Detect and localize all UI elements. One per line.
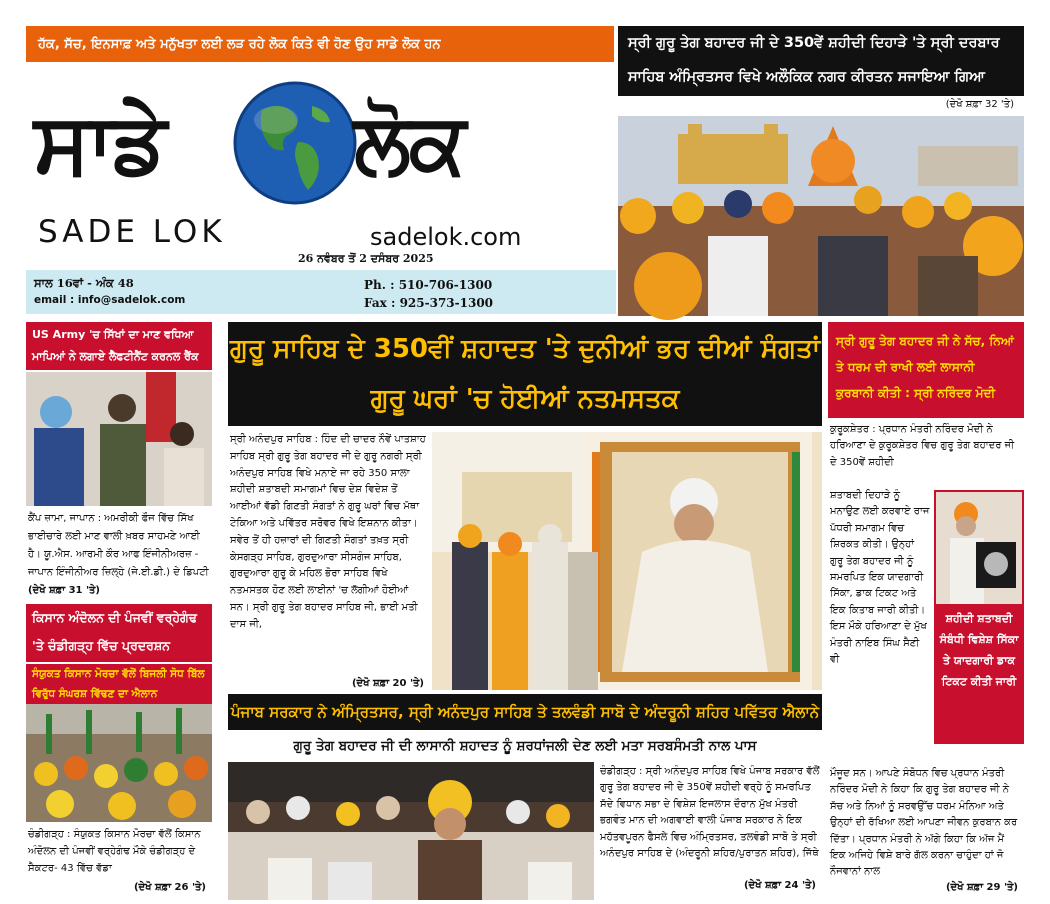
us-army-headline[interactable]: US Army 'ਚ ਸਿੱਖਾਂ ਦਾ ਮਾਣ ਵਧਿਆ ਮਾਪਿਆਂ ਨੇ ਲਗਾਏ ਲੈਫਟੀਨੈਂਟ ਕਰਨਲ ਰੈਂਕ [26, 322, 212, 370]
website-url[interactable]: sadelok.com [370, 223, 522, 251]
main-story-headline[interactable]: ਗੁਰੂ ਸਾਹਿਬ ਦੇ 350ਵੀਂ ਸ਼ਹਾਦਤ 'ਤੇ ਦੁਨੀਆਂ ਭਰ ਦੀਆਂ ਸੰਗਤਾਂ ਗੁਰੂ ਘਰਾਂ 'ਚ ਹੋਈਆਂ ਨਤਮਸਤਕ [228, 322, 822, 426]
issue-number: ਸਾਲ 16ਵਾਂ - ਅੰਕ 48 [34, 276, 134, 290]
modi-story-text-intro: ਕੁਰੂਕਸ਼ੇਤਰ : ਪ੍ਰਧਾਨ ਮੰਤਰੀ ਨਰਿੰਦਰ ਮੋਦੀ ਨੇ ਹਰਿਆਣਾ ਦੇ ਕੁਰੂਕਸ਼ੇਤਰ ਵਿਚ ਗੁਰੂ ਤੇਗ ਬਹਾਦਰ ਜੀ ਦੇ 350ਵੇਂ ਸ਼ਹੀਦੀ [830, 424, 1015, 468]
modi-story-text-end: ਮੌਜੂਦ ਸਨ। ਆਪਣੇ ਸੰਬੋਧਨ ਵਿਚ ਪ੍ਰਧਾਨ ਮੰਤਰੀ ਨਰਿੰਦਰ ਮੋਦੀ ਨੇ ਕਿਹਾ ਕਿ ਗੁਰੂ ਤੇਗ ਬਹਾਦਰ ਜੀ ਨੇ ਸੱਚ ਅਤੇ ਨਿਆਂ ਨੂੰ ਸਰਵਉੱਚ ਧਰਮ ਮੰਨਿਆ ਅਤੇ ਉਨ੍ਹਾਂ ਦੀ ਰੱਖਿਆ ਲਈ ਆਪਣਾ ਜੀਵਨ ਕੁਰਬਾਨ ਕਰ ਦਿੱਤਾ। ਪ੍ਰਧਾਨ ਮੰਤਰੀ ਨੇ ਅੱਗੇ ਕਿਹਾ ਕਿ ਅੱਜ ਮੈਂ ਇਕ ਅਜਿਹੇ ਵਿਸ਼ੇ ਬਾਰੇ ਗੱਲ ਕਰਨਾ ਚਾਹੁੰਦਾ ਹਾਂ ਜੋ ਨੌਜਵਾਨਾਂ ਨਾਲ [830, 768, 1018, 878]
modi-photo-caption: ਸ਼ਹੀਦੀ ਸ਼ਤਾਬਦੀ ਸੰਬੰਧੀ ਵਿਸ਼ੇਸ਼ ਸਿੱਕਾ ਤੇ ਯਾਦਗਾਰੀ ਡਾਕ ਟਿਕਟ ਕੀਤੀ ਜਾਰੀ [936, 604, 1022, 742]
modi-photo [936, 492, 1022, 604]
punjab-story-subhead: ਗੁਰੂ ਤੇਗ ਬਹਾਦਰ ਜੀ ਦੀ ਲਾਸਾਨੀ ਸ਼ਹਾਦਤ ਨੂੰ ਸ਼ਰਧਾਂਜਲੀ ਦੇਣ ਲਈ ਮਤਾ ਸਰਬਸੰਮਤੀ ਨਾਲ ਪਾਸ [293, 738, 757, 754]
masthead-title-latin: SADE LOK [38, 214, 226, 250]
top-story-photo [618, 116, 1024, 316]
farmers-text: ਚੰਡੀਗੜ੍ਹ : ਸੰਯੁਕਤ ਕਿਸਾਨ ਮੋਰਚਾ ਵੱਲੋਂ ਕਿਸਾਨ ਅੰਦੋਲਨ ਦੀ ਪੰਜਵੀਂ ਵਰ੍ਹੇਗੰਢ ਮੌਕੇ ਚੰਡੀਗੜ੍ਹ ਦੇ ਸੈਕਟਰ- 43 ਵਿੱਚ ਵੱਡਾ [28, 829, 201, 874]
modi-story-headline[interactable]: ਸ੍ਰੀ ਗੁਰੂ ਤੇਗ ਬਹਾਦਰ ਜੀ ਨੇ ਸੱਚ, ਨਿਆਂ ਤੇ ਧਰਮ ਦੀ ਰਾਖੀ ਲਈ ਲਾਸਾਨੀ ਕੁਰਬਾਨੀ ਕੀਤੀ : ਸ੍ਰੀ ਨਰਿੰਦਰ ਮੋਦੀ [828, 322, 1024, 418]
globe-logo-icon [232, 80, 358, 206]
main-story-photo [432, 432, 822, 690]
main-story-text: ਸ੍ਰੀ ਅਨੰਦਪੁਰ ਸਾਹਿਬ : ਹਿੰਦ ਦੀ ਚਾਦਰ ਨੌਵੇਂ ਪਾਤਸ਼ਾਹ ਸਾਹਿਬ ਸ੍ਰੀ ਗੁਰੂ ਤੇਗ ਬਹਾਦਰ ਜੀ ਦੇ ਗੁਰੂ ਨਗਰੀ ਸ੍ਰੀ ਅਨੰਦਪੁਰ ਸਾਹਿਬ ਵਿਖੇ ਮਨਾਏ ਜਾ ਰਹੇ 350 ਸਾਲਾ ਸ਼ਹੀਦੀ ਸ਼ਤਾਬਦੀ ਸਮਾਗਮਾਂ ਵਿਚ ਦੇਸ਼ ਵਿਦੇਸ਼ ਤੋਂ ਆਈਆਂ ਵੱਡੀ ਗਿਣਤੀ ਸੰਗਤਾਂ ਨੇ ਗੁਰੂ ਘਰਾਂ ਵਿਚ ਮੱਥਾ ਟੇਕਿਆ ਅਤੇ ਪਵਿੱਤਰ ਸਰੋਵਰ ਵਿਖੇ ਇਸ਼ਨਾਨ ਕੀਤਾ। ਸਵੇਰ ਤੋਂ ਹੀ ਹਜ਼ਾਰਾਂ ਦੀ ਗਿਣਤੀ ਸੰਗਤਾਂ ਤਖ਼ਤ ਸ੍ਰੀ ਕੇਸਗੜ੍ਹ ਸਾਹਿਬ, ਗੁਰਦੁਆਰਾ ਸੀਸਗੰਜ ਸਾਹਿਬ, ਗੁਰਦੁਆਰਾ ਗੁਰੂ ਕੇ ਮਹਿਲ ਭੋਰਾ ਸਾਹਿਬ ਵਿਖੇ ਨਤਮਸਤਕ ਹੋਣ ਲਈ ਲਾਈਨਾਂ 'ਚ ਲੱਗੀਆਂ ਹੋਈਆਂ ਸਨ। ਸ੍ਰੀ ਗੁਰੂ ਤੇਗ ਬਹਾਦਰ ਸਾਹਿਬ ਜੀ, ਭਾਈ ਮਤੀ ਦਾਸ ਜੀ, [230, 434, 426, 630]
top-story-page-ref: (ਦੇਖੋ ਸ਼ਫ਼ਾ 32 'ਤੇ) [945, 99, 1014, 110]
us-army-body [26, 510, 212, 602]
contact-phone[interactable]: Ph. : 510-706-1300 [364, 278, 493, 292]
us-army-page-ref: (ਦੇਖੋ ਸ਼ਫ਼ਾ 31 'ਤੇ) [28, 585, 101, 596]
us-army-text: ਕੈਂਪ ਜ਼ਾਮਾ, ਜਾਪਾਨ : ਅਮਰੀਕੀ ਫੌਜ ਵਿੱਚ ਸਿੱਖ ਭਾਈਚਾਰੇ ਲਈ ਮਾਣ ਵਾਲੀ ਖ਼ਬਰ ਸਾਹਮਣੇ ਆਈ ਹੈ। ਯੂ.ਐਸ. ਆਰਮੀ ਕੌਰ ਆਫ ਇੰਜੀਨੀਅਰਜ਼ - ਜਾਪਾਨ ਇੰਜੀਨੀਅਰ ਜ਼ਿਲ੍ਹੇ (ਜੇ.ਈ.ਡੀ.) ਦੇ ਡਿਪਟੀ [28, 513, 209, 578]
modi-story-text-mid: ਸ਼ਤਾਬਦੀ ਦਿਹਾੜੇ ਨੂੰ ਮਨਾਉਣ ਲਈ ਕਰਵਾਏ ਰਾਜ ਪੱਧਰੀ ਸਮਾਗਮ ਵਿਚ ਸ਼ਿਰਕਤ ਕੀਤੀ। ਉਨ੍ਹਾਂ ਗੁਰੂ ਤੇਗ ਬਹਾਦਰ ਜੀ ਨੂੰ ਸਮਰਪਿਤ ਇਕ ਯਾਦਗਾਰੀ ਸਿੱਕਾ, ਡਾਕ ਟਿਕਟ ਅਤੇ ਇਕ ਕਿਤਾਬ ਜਾਰੀ ਕੀਤੀ। ਇਸ ਮੌਕੇ ਹਰਿਆਣਾ ਦੇ ਮੁੱਖ ਮੰਤਰੀ ਨਾਇਬ ਸਿੰਘ ਸੈਣੀ ਵੀ [830, 490, 930, 666]
punjab-story-page-ref: (ਦੇਖੋ ਸ਼ਫ਼ਾ 24 'ਤੇ) [743, 880, 816, 891]
masthead-title-left: ਸਾਡੇ [34, 94, 165, 192]
top-story-headline[interactable]: ਸ੍ਰੀ ਗੁਰੂ ਤੇਗ ਬਹਾਦਰ ਜੀ ਦੇ 350ਵੇਂ ਸ਼ਹੀਦੀ ਦਿਹਾੜੇ 'ਤੇ ਸ੍ਰੀ ਦਰਬਾਰ ਸਾਹਿਬ ਅੰਮ੍ਰਿਤਸਰ ਵਿਖੇ ਅਲੌਕਿਕ ਨਗਰ ਕੀਰਤਨ ਸਜਾਇਆ ਗਿਆ [618, 26, 1024, 96]
farmers-subhead: ਸੰਯੁਕਤ ਕਿਸਾਨ ਮੋਰਚਾ ਵੱਲੋਂ ਬਿਜਲੀ ਸੋਧ ਬਿੱਲ ਵਿਰੁੱਧ ਸੰਘਰਸ਼ ਵਿੱਢਣ ਦਾ ਐਲਾਨ [26, 664, 212, 704]
contact-fax: Fax : 925-373-1300 [364, 296, 494, 310]
issue-dates: 26 ਨਵੰਬਰ ਤੋਂ 2 ਦਸੰਬਰ 2025 [298, 252, 434, 265]
us-army-photo [26, 372, 212, 506]
farmers-photo [26, 704, 212, 822]
masthead-title-right: ਲੋਕ [354, 94, 465, 192]
contact-email[interactable]: email : info@sadelok.com [34, 294, 186, 306]
farmers-page-ref: (ਦੇਖੋ ਸ਼ਫ਼ਾ 26 'ਤੇ) [133, 882, 206, 893]
main-story-page-ref: (ਦੇਖੋ ਸ਼ਫ਼ਾ 20 'ਤੇ) [351, 678, 424, 689]
punjab-story-headline[interactable]: ਪੰਜਾਬ ਸਰਕਾਰ ਨੇ ਅੰਮ੍ਰਿਤਸਰ, ਸ੍ਰੀ ਅਨੰਦਪੁਰ ਸਾਹਿਬ ਤੇ ਤਲਵੰਡੀ ਸਾਬੋ ਦੇ ਅੰਦਰੂਨੀ ਸ਼ਹਿਰ ਪਵਿੱਤਰ ਐਲਾਨੇ [228, 694, 822, 730]
modi-story-page-ref: (ਦੇਖੋ ਸ਼ਫ਼ਾ 29 'ਤੇ) [945, 882, 1018, 893]
punjab-story-text: ਚੰਡੀਗੜ੍ਹ : ਸ੍ਰੀ ਅਨੰਦਪੁਰ ਸਾਹਿਬ ਵਿਖੇ ਪੰਜਾਬ ਸਰਕਾਰ ਵੱਲੋਂ ਗੁਰੂ ਤੇਗ ਬਹਾਦਰ ਜੀ ਦੇ 350ਵੇਂ ਸ਼ਹੀਦੀ ਵਰ੍ਹੇ ਨੂੰ ਸਮਰਪਿਤ ਸੱਦੇ ਵਿਧਾਨ ਸਭਾ ਦੇ ਵਿਸ਼ੇਸ਼ ਇਜਲਾਸ ਦੌਰਾਨ ਮੁੱਖ ਮੰਤਰੀ ਭਗਵੰਤ ਮਾਨ ਦੀ ਅਗਵਾਈ ਵਾਲੀ ਪੰਜਾਬ ਸਰਕਾਰ ਨੇ ਇਕ ਮਹੱਤਵਪੂਰਨ ਫੈਸਲੇ ਵਿਚ ਅੰਮ੍ਰਿਤਸਰ, ਤਲਵੰਡੀ ਸਾਬੋ ਤੇ ਸ੍ਰੀ ਅਨੰਦਪੁਰ ਸਾਹਿਬ ਦੇ (ਅੰਦਰੂਨੀ ਸ਼ਹਿਰ/ਪੁਰਾਤਨ ਸ਼ਹਿਰ), ਜਿੱਥੇ [600, 766, 820, 860]
punjab-story-photo [228, 762, 594, 900]
masthead-tagline: ਹੱਕ, ਸੱਚ, ਇਨਸਾਫ਼ ਅਤੇ ਮਨੁੱਖਤਾ ਲਈ ਲੜ ਰਹੇ ਲੋਕ ਕਿਤੇ ਵੀ ਹੋਣ ਉਹ ਸਾਡੇ ਲੋਕ ਹਨ [26, 26, 614, 62]
farmers-headline[interactable]: ਕਿਸਾਨ ਅੰਦੋਲਨ ਦੀ ਪੰਜਵੀਂ ਵਰ੍ਹੇਗੰਢ 'ਤੇ ਚੰਡੀਗੜ੍ਹ ਵਿੱਚ ਪ੍ਰਦਰਸ਼ਨ [26, 604, 212, 662]
